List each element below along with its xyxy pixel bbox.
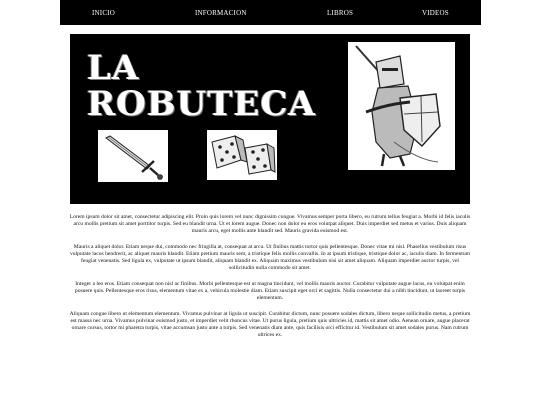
nav-informacion[interactable]: INFORMACION <box>195 9 247 17</box>
knight-icon <box>348 42 455 170</box>
site-title-line1: LA <box>87 48 140 88</box>
nav-inicio[interactable]: INICIO <box>92 9 115 17</box>
site-title-line2: ROBUTECA <box>87 84 316 124</box>
paragraph-3: Integer a leo eros. Etiam consequat non nisl ac finibus. Morbi pellentesque est ut magna tincidunt, vel mollis mauris auctor. Curabitur vulputate augue lacus, eu volutpat enim posuere quis. Pellentesque eros risus, elementum vitae ex a, vehicula molestie diam. Etiam suscipit eget orci et sagittis. Nulla consectetur dui a nibh tincidunt, ut laoreet turpis elementum. <box>74 281 466 301</box>
top-nav <box>60 0 481 25</box>
dice-image <box>207 130 277 180</box>
main-content <box>68 214 472 348</box>
paragraph-1: Lorem ipsum dolor sit amet, consectetur adipiscing elit. Proin quis lorem vel nunc dignissim congue. Vivamus semper porta libero, eu rutrum tellus feugiat a. Morbi id felis iaculis arcu mollis pretium sit amet porttitor turpis. Sed eu blandit urna. Ut et lorem augue. Donec non dolor eu eros volutpat aliquet. Duis imperdiet sed metus et varius. Duis aliquam mauris arcu, eget mollis ante blandit sed. Mauris gravida euismod est. <box>69 214 471 234</box>
header-banner <box>70 34 470 204</box>
dice-icon <box>207 130 277 180</box>
paragraph-2: Mauris a aliquet dolor. Etiam neque dui, commodo nec fringilla at, consequat at arcu. Ut finibus mattis tortor quis pellentesque. Donec vitae mi nisl. Phasellus vestibulum risus vulputate lacus hendrerit, ac aliquet mauris blandit. Etiam pretium mauris sem, a tristique felis mollis convallis. In at ipsum tristique, tristique dolor ac, iaculis diam. In fermentum feugiat venenatis. Sed ligula ex, vulputate ut ipsum blandit, aliquam blandit ex. Aliquam maximus vestibulum nisi sit amet aliquam. Aliquam imperdiet auctor turpis, vel sollicitudin nulla commodo sit amet. <box>69 244 470 271</box>
paragraph-4: Aliquam congue libero ut elementum elementum. Vivamus pulvinar at ligula ut suscipit. Curabitur dictum, nunc posuere sodales dictum, libero neque sollicitudin metus, a pretium est massa nec urna. Vivamus pulvinar euismod justo, et imperdiet velit rhoncus vitae. Ut purus ligula, pretium quis ultricies id, mattis sit amet odio. Aenean ornare, augue placerat ornare cursus, tortor mi pharetra turpis, vitae accumsan justo ante a turpis. Sed venenatis diam ante, quis facilisis orci efficitur id. Vestibulum sit amet sodales purus. Nam rutrum ultrices ex. <box>69 311 471 338</box>
knight-image <box>348 42 455 170</box>
nav-videos[interactable]: VIDEOS <box>422 9 449 17</box>
nav-libros[interactable]: LIBROS <box>327 9 354 17</box>
sword-image <box>98 130 168 182</box>
sword-icon <box>98 130 168 182</box>
